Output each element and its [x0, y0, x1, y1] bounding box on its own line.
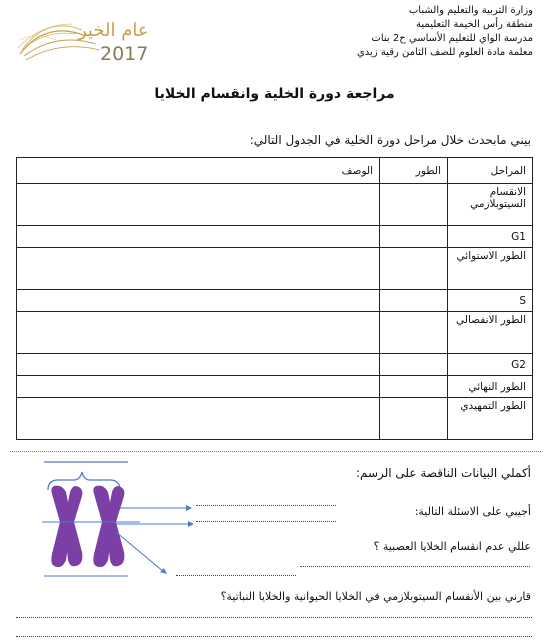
table-row	[17, 354, 533, 376]
description-answer-cell[interactable]	[17, 312, 380, 354]
phase-answer-cell[interactable]	[380, 312, 448, 354]
table-row	[17, 226, 533, 248]
table-row	[17, 312, 533, 354]
table-row	[17, 184, 533, 226]
diagram-instruction: أكملي البيانات الناقصة على الرسم:	[355, 466, 531, 480]
phase-answer-cell[interactable]	[380, 290, 448, 312]
stage-cell: S	[448, 290, 533, 312]
table-row	[17, 290, 533, 312]
description-answer-cell[interactable]	[17, 376, 380, 398]
description-answer-cell[interactable]	[17, 248, 380, 290]
header-line-ministry: وزارة التربية والتعليم والشباب	[408, 5, 533, 16]
label-answer-line[interactable]	[196, 521, 336, 522]
table-row	[17, 248, 533, 290]
phase-answer-cell[interactable]	[380, 376, 448, 398]
stage-cell: الطور النهائي	[448, 376, 533, 398]
question-2-answer-line[interactable]	[16, 617, 532, 618]
header-phase: الطور	[380, 158, 448, 184]
description-answer-cell[interactable]	[17, 354, 380, 376]
questions-instruction: أجيبي على الاسئلة التالية:	[414, 505, 531, 518]
header-line-teacher: معلمة مادة العلوم للصف الثامن رقية زيدي	[356, 47, 533, 58]
description-answer-cell[interactable]	[17, 398, 380, 440]
stage-cell: الطور التمهيدي	[448, 398, 533, 440]
table-row	[17, 398, 533, 440]
phase-answer-cell[interactable]	[380, 398, 448, 440]
question-2: قارني بين الأنقسام السيتوبلازمي في الخلايا الحيوانية والخلايا النباتية؟	[220, 590, 531, 603]
school-header	[293, 4, 533, 60]
phase-answer-cell[interactable]	[380, 248, 448, 290]
stage-cell: الانقسام السيتوبلازمي	[448, 184, 533, 226]
header-line-school: مدرسة الواي للتعليم الأساسي ح2 بنات	[371, 33, 533, 44]
label-answer-line[interactable]	[176, 575, 296, 576]
page-title: مراجعة دورة الخلية وانقسام الخلايا	[154, 86, 395, 102]
header-stages: المراحل	[448, 158, 533, 184]
label-answer-line[interactable]	[196, 505, 336, 506]
table-row	[17, 376, 533, 398]
phase-answer-cell[interactable]	[380, 184, 448, 226]
logo-script: عام الخير	[78, 20, 149, 41]
chromosome-diagram	[36, 456, 196, 586]
phase-answer-cell[interactable]	[380, 226, 448, 248]
question-2-answer-line[interactable]	[16, 636, 532, 637]
year-of-giving-logo	[16, 10, 156, 68]
logo-year: 2017	[100, 43, 149, 65]
question-1-answer-line[interactable]	[300, 566, 530, 567]
description-answer-cell[interactable]	[17, 226, 380, 248]
phase-answer-cell[interactable]	[380, 354, 448, 376]
header-line-zone: منطقة رأس الخيمة التعليمية	[416, 19, 533, 30]
stage-cell: G1	[448, 226, 533, 248]
stage-cell: الطور الانفصالي	[448, 312, 533, 354]
description-answer-cell[interactable]	[17, 290, 380, 312]
cell-cycle-table	[16, 157, 533, 440]
stage-cell: الطور الاستوائي	[448, 248, 533, 290]
table-header-row	[17, 158, 533, 184]
header-description: الوصف	[17, 158, 380, 184]
section-divider	[10, 451, 541, 452]
table-instruction: بيني مابحدث خلال مراحل دورة الخلية في الجدول التالي:	[249, 133, 531, 147]
question-1: عللي عدم انقسام الخلايا العصبية ؟	[373, 540, 531, 553]
description-answer-cell[interactable]	[17, 184, 380, 226]
stage-cell: G2	[448, 354, 533, 376]
